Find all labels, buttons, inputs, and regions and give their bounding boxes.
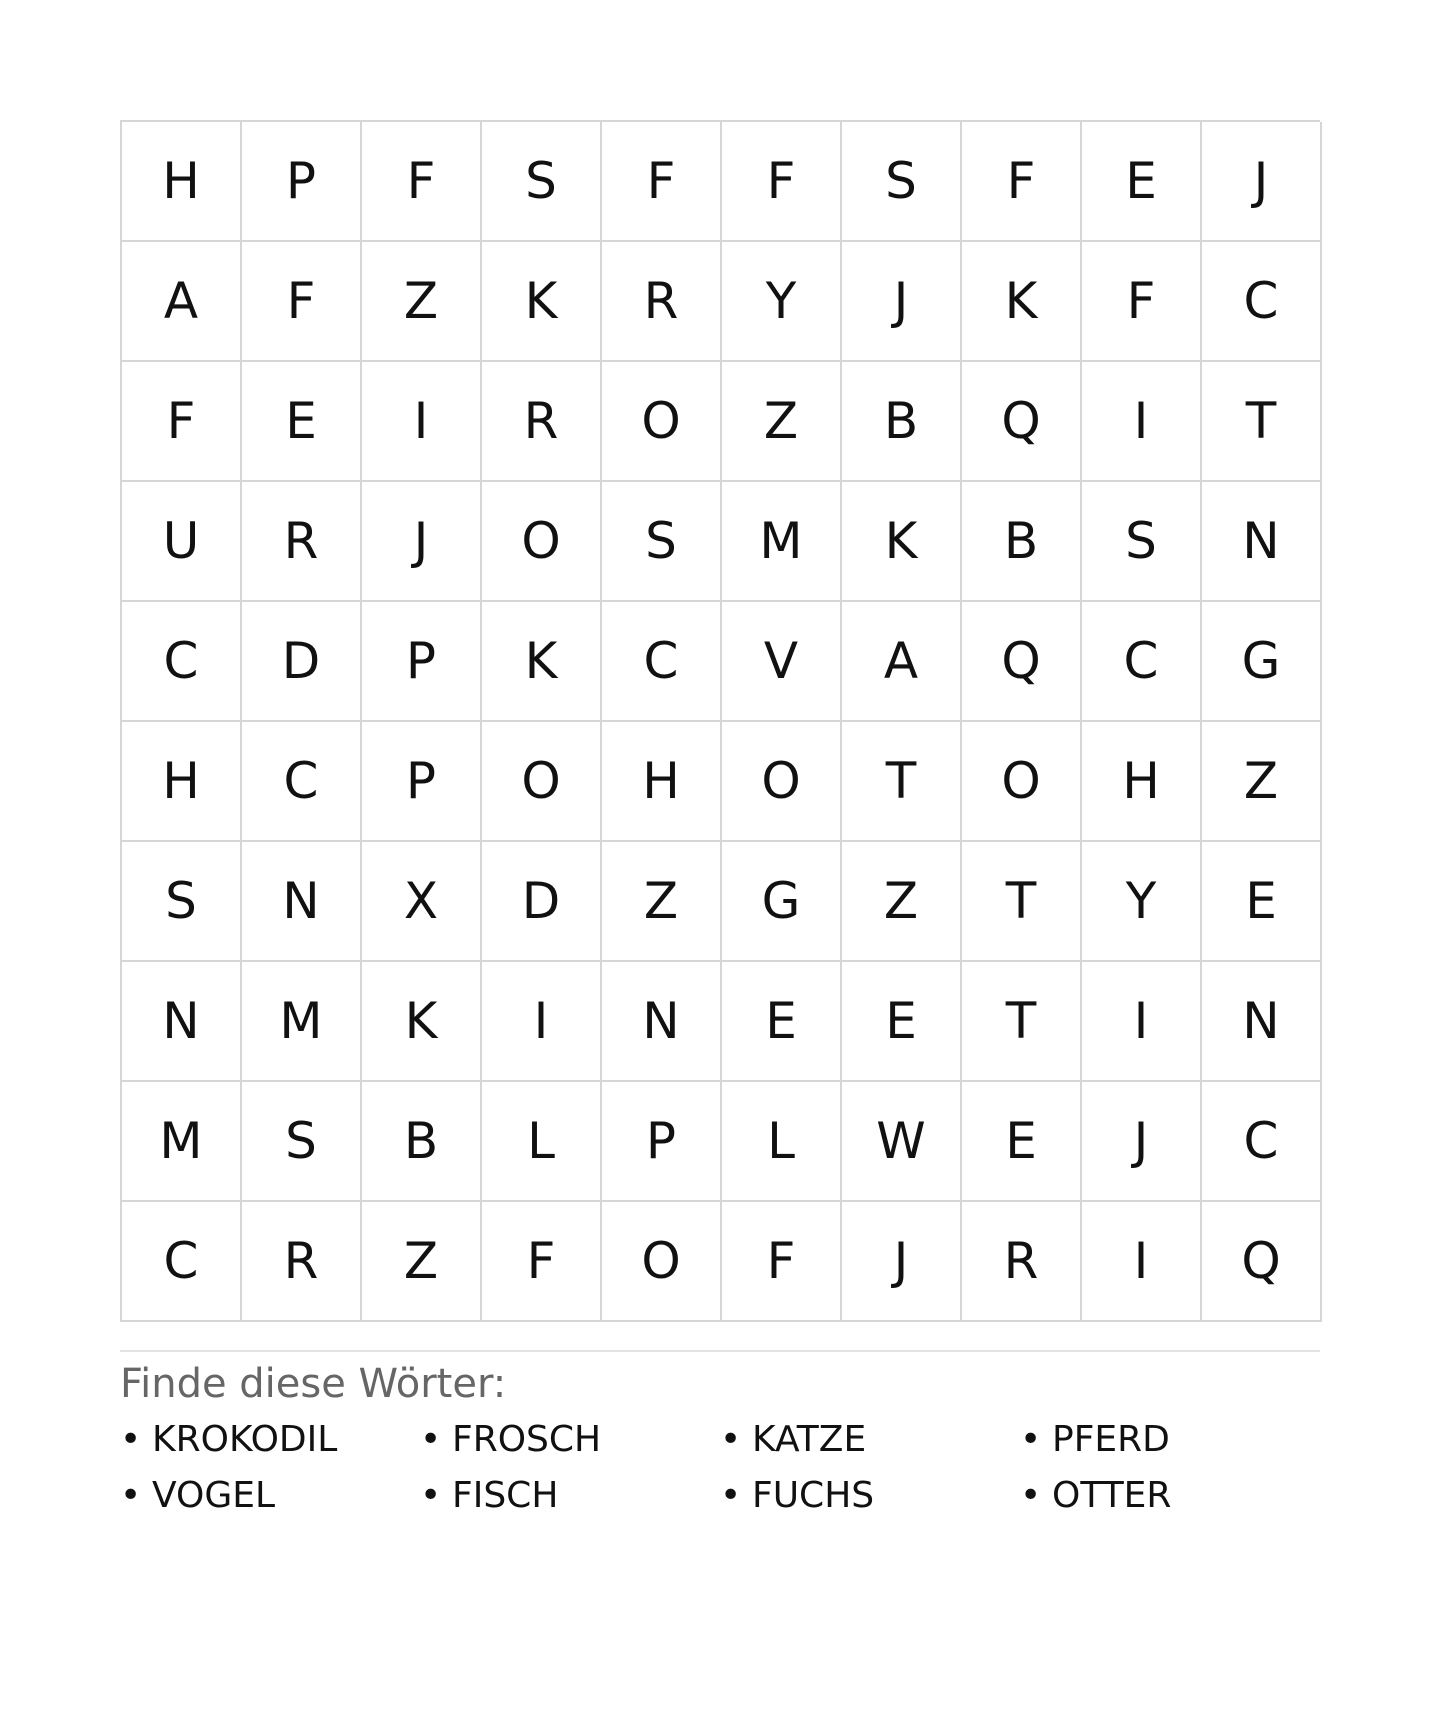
grid-cell[interactable]: T [962,842,1082,962]
word-list-item [120,1474,420,1518]
grid-cell[interactable]: O [602,1202,722,1322]
grid-cell[interactable]: F [1082,242,1202,362]
word-list-item [120,1418,420,1462]
word-list-item [720,1474,1020,1518]
word-list-item [420,1474,720,1518]
bullet-icon: • [720,1419,742,1460]
grid-cell[interactable]: X [362,842,482,962]
grid-cell[interactable]: A [842,602,962,722]
grid-cell[interactable]: Q [962,602,1082,722]
word-list-item [420,1418,720,1462]
bullet-icon: • [420,1419,442,1460]
grid-cell[interactable]: J [842,1202,962,1322]
grid-cell[interactable]: J [362,482,482,602]
grid-cell[interactable]: M [122,1082,242,1202]
grid-cell[interactable]: Z [602,842,722,962]
grid-cell[interactable]: R [602,242,722,362]
grid-cell[interactable]: I [1082,362,1202,482]
grid-cell[interactable]: P [362,722,482,842]
grid-cell[interactable]: P [362,602,482,722]
grid-cell[interactable]: E [962,1082,1082,1202]
grid-cell[interactable]: G [1202,602,1322,722]
grid-cell[interactable]: N [602,962,722,1082]
grid-cell[interactable]: Q [1202,1202,1322,1322]
grid-cell[interactable]: C [122,602,242,722]
grid-cell[interactable]: K [482,242,602,362]
grid-cell[interactable]: R [482,362,602,482]
bullet-icon: • [1020,1475,1042,1516]
grid-cell[interactable]: Q [962,362,1082,482]
grid-cell[interactable]: C [1082,602,1202,722]
grid-cell[interactable]: K [482,602,602,722]
grid-cell[interactable]: K [962,242,1082,362]
grid-cell[interactable]: S [602,482,722,602]
grid-cell[interactable]: O [482,722,602,842]
word-label: OTTER [1052,1475,1172,1516]
bullet-icon: • [1020,1419,1042,1460]
grid-cell[interactable]: E [242,362,362,482]
grid-cell[interactable]: Y [1082,842,1202,962]
grid-cell[interactable]: E [842,962,962,1082]
grid-cell[interactable]: I [482,962,602,1082]
grid-cell[interactable]: B [842,362,962,482]
grid-cell[interactable]: H [1082,722,1202,842]
grid-cell[interactable]: F [722,1202,842,1322]
grid-cell[interactable]: C [1202,1082,1322,1202]
grid-cell[interactable]: F [242,242,362,362]
grid-cell[interactable]: N [242,842,362,962]
word-label: FISCH [452,1475,559,1516]
grid-cell[interactable]: U [122,482,242,602]
grid-cell[interactable]: S [842,122,962,242]
grid-cell[interactable]: B [962,482,1082,602]
grid-cell[interactable]: F [482,1202,602,1322]
grid-cell[interactable]: Z [722,362,842,482]
grid-cell[interactable]: S [482,122,602,242]
grid-cell[interactable]: T [842,722,962,842]
grid-cell[interactable]: N [1202,962,1322,1082]
grid-cell[interactable]: Z [842,842,962,962]
grid-cell[interactable]: E [1202,842,1322,962]
grid-cell[interactable]: J [842,242,962,362]
grid-cell[interactable]: S [1082,482,1202,602]
grid-cell[interactable]: F [722,122,842,242]
grid-cell[interactable]: K [842,482,962,602]
grid-cell[interactable]: F [122,362,242,482]
word-list-item [1020,1418,1320,1462]
bullet-icon: • [420,1475,442,1516]
grid-cell[interactable]: O [722,722,842,842]
grid-cell[interactable]: O [482,482,602,602]
grid-cell[interactable]: M [242,962,362,1082]
word-label: VOGEL [152,1475,276,1516]
grid-cell[interactable]: S [122,842,242,962]
grid-cell[interactable]: K [362,962,482,1082]
grid-cell[interactable]: Z [362,1202,482,1322]
word-label: KATZE [752,1419,867,1460]
grid-cell[interactable]: C [602,602,722,722]
bullet-icon: • [120,1419,142,1460]
word-label: FROSCH [452,1419,602,1460]
grid-cell[interactable]: N [1202,482,1322,602]
grid-cell[interactable]: G [722,842,842,962]
grid-cell[interactable]: F [362,122,482,242]
word-list [120,1418,1320,1518]
grid-cell[interactable]: O [602,362,722,482]
grid-cell[interactable]: P [242,122,362,242]
grid-cell[interactable]: T [1202,362,1322,482]
grid-cell[interactable]: R [962,1202,1082,1322]
grid-cell[interactable]: H [602,722,722,842]
grid-cell[interactable]: H [122,722,242,842]
word-label: PFERD [1052,1419,1170,1460]
word-label: FUCHS [752,1475,875,1516]
grid-cell[interactable]: E [722,962,842,1082]
grid-cell[interactable]: D [482,842,602,962]
word-list-item [1020,1474,1320,1518]
grid-cell[interactable]: I [362,362,482,482]
grid-cell[interactable]: Z [362,242,482,362]
grid-cell[interactable]: I [1082,1202,1202,1322]
grid-cell[interactable]: F [602,122,722,242]
grid-cell[interactable]: Z [1202,722,1322,842]
grid-cell[interactable]: C [1202,242,1322,362]
grid-cell[interactable]: W [842,1082,962,1202]
grid-cell[interactable]: L [722,1082,842,1202]
grid-cell[interactable]: V [722,602,842,722]
grid-cell[interactable]: P [602,1082,722,1202]
grid-cell[interactable]: F [962,122,1082,242]
grid-cell[interactable]: J [1202,122,1322,242]
grid-cell[interactable]: Y [722,242,842,362]
grid-cell[interactable]: M [722,482,842,602]
bullet-icon: • [120,1475,142,1516]
grid-cell[interactable]: B [362,1082,482,1202]
grid-cell[interactable]: R [242,1202,362,1322]
grid-cell[interactable]: N [122,962,242,1082]
word-list-item [720,1418,1020,1462]
word-label: KROKODIL [152,1419,338,1460]
grid-cell[interactable]: T [962,962,1082,1082]
grid-cell[interactable]: S [242,1082,362,1202]
grid-cell[interactable]: J [1082,1082,1202,1202]
grid-cell[interactable]: H [122,122,242,242]
grid-cell[interactable]: L [482,1082,602,1202]
divider [120,1350,1320,1352]
grid-cell[interactable]: C [242,722,362,842]
grid-cell[interactable]: C [122,1202,242,1322]
word-list-title: Finde diese Wörter: [120,1361,507,1407]
grid-cell[interactable]: R [242,482,362,602]
letter-grid [120,120,1320,1322]
grid-cell[interactable]: I [1082,962,1202,1082]
bullet-icon: • [720,1475,742,1516]
grid-cell[interactable]: D [242,602,362,722]
grid-cell[interactable]: A [122,242,242,362]
grid-cell[interactable]: E [1082,122,1202,242]
grid-cell[interactable]: O [962,722,1082,842]
word-search-puzzle [120,120,1320,1518]
